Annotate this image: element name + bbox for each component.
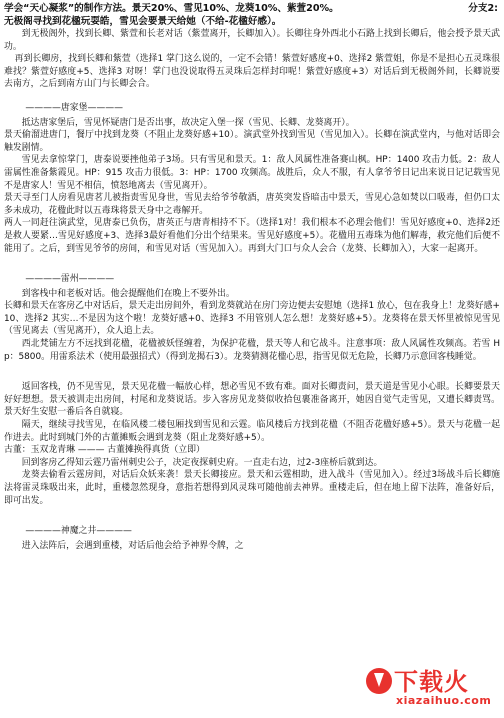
paragraph: 返回客栈，仍不见雪见，景天见花楹一幅放心样，想必雪见不致有难。面对长卿责问，景天道是雪见小心眼。长卿要景天好好想想。景天被训走出房间，村尾和龙葵说话。步入客房见龙葵似收拾包裹准备离开，她因自觉气走雪见，又遭长卿责骂。景天好生安慰一番后各自就寝。 (4, 382, 500, 418)
paragraph: 进入法阵后，会遇到重楼，对话后他会给予神界令牌，之 (21, 540, 244, 551)
paragraph: 到客栈中和老板对话。他会提醒他们在晚上不要外出。 (21, 288, 235, 299)
paragraph: 长卿和景天在客房乙中对话后，景天走出房间外，看到龙葵就站在房门旁边便去安慰她（选择1 放心，包在我身上！龙葵好感+10、选择2 其实…不是因为这个啦！龙葵好感+0、选择3 不用管别人怎么想！龙葵好感+5）。龙葵将在景天怀里被惊见雪见（雪见离去（雪见离开），众人追上去。 (4, 301, 500, 337)
paragraph: 抵达唐家堡后，雪见怀疑唐门是否出事，故决定入堡一探（雪见、长卿、龙葵离开）。 (21, 117, 355, 128)
paragraph: 隔天，继续寻找雪见，在临风楼二楼包厢找到雪见和云霆。临风楼后方找到花楹（不阻否花楹好感+5）。景天与花楹一起作进去。此时到城门外的古董摊贩会遇到龙葵（阻止龙葵好感+5）。 (4, 420, 500, 443)
antique-item: 古董：玉双龙青琳 (4, 445, 75, 456)
paragraph: 回到客房乙得知云霆乃雷州刺史公子，决定夜探刺史府。一直走右边，过2-3座桥后就到达。 (21, 457, 383, 468)
section-title-leizhou: ————雷州———— (25, 274, 115, 285)
antique-dash: ——— (77, 445, 105, 456)
paragraph: 两人一同赶往演武堂，见唐泰已负伤，唐英正与唐青相持不下。（选择1对！我们根本不必理会他们！雪见好感度+0、选择2还是救人要紧…雪见好感度+3、选择3最好看他们分出个结果来。雪见好感度+5）。花楹用五毒珠为他们解毒，救完他们后便不能用了。之后，到雪见爷爷的房间，和雪见对话（雪见加入）。再到大门口与众人会合（龙葵、长卿加入），大家一起离开。 (4, 218, 500, 254)
watermark-url: xiazaihuo.com (396, 694, 492, 707)
header-line-1 (4, 2, 500, 15)
watermark-logo (360, 658, 500, 716)
paragraph: 龙葵去偷看云霆房间，对话后众妖来袭！景天长卿接应。景天和云霆相助，进入战斗（雪见加入）。经过3场战斗后长卿施法将雷灵珠吸出来，此时，重楼忽然现身，意指若想得到风灵珠可随他前去神界。重楼走后，但在地上留下法阵，准备好后，即可出发。 (4, 470, 500, 506)
paragraph: 雪见去拿惊掌门，唐泰说要挫他弟子3场。只有雪见和景天。1：敌人风属性准备赛山枫。HP：1400 攻击力低。2：敌人雷属性准备紫霞见。HP：915 攻击力很低。3：HP：1700 攻频高。战胜后，众人不服，有人拿爷爷日记出来说日记记载雪见不是唐家人！雪见不相信，愤怒地离去（雪见离开）。 (4, 155, 500, 191)
paragraph: 到无极阁外，找到长卿、紫萱和长老对话（紫萱离开，长卿加入）。长卿往身外西北小石路上找到长卿后，他会授予景天武功。 (4, 29, 500, 52)
subhead-antique (4, 444, 500, 457)
section-title-tangjiabao: ————唐家堡———— (25, 102, 123, 113)
watermark-brand: 下载火 (394, 668, 469, 696)
fire-logo-icon (366, 668, 392, 694)
antique-note: 古董摊换得真货（立即） (107, 445, 205, 456)
document-page (4, 2, 500, 716)
section-title-shenmozhijing: ————神魔之井———— (25, 526, 132, 537)
header-line-2: 无极阁寻找到花楹玩耍皓，雪见会要景天给她（不给-花楹好感）。 (4, 16, 282, 27)
paragraph: 西北梵铺左方不远找到花楹，花楹被妖怪缠着，为保护花楹，景天等人和它战斗。注意事项：敌人风属性攻频高。若雪 Hp：5800。用雷系法术（使用最强招式）（得到龙揭石3）。龙葵猜测花楹心思，指雪见似无危险，长卿乃示意回客栈睡觉。 (4, 339, 500, 362)
header-note: 学会“天心凝浆”的制作方法。景天20%、雪见10%、龙葵10%、紫萱20%。 (4, 3, 339, 14)
header-branch-label: 分支2: (468, 3, 498, 14)
paragraph: 再到长卿房，找到长卿和紫萱（选择1 掌门这么说的，一定不会错！紫萱好感度+0、选择2 紫萱姐，你是不是担心五灵珠很难找？紫萱好感度+5、选择3 对呀！掌门也没说取得五灵珠后怎样封印呢！紫萱好感度+3）对话后到无极阁外间，长卿说要去南方，之后到南方山门与长卿会合。 (4, 54, 500, 90)
paragraph: 景天寻至门人房看见唐茗儿被指责雪见身世，雪见去给爷爷敬酒，唐英突发昏暗击中景天，雪见心急如焚以口吸毒，但仍口太多未成功，花楹此时以五毒珠将景天身中之毒解开。 (4, 193, 500, 216)
paragraph: 景天偷溜进唐门，餐厅中找到龙葵（不阻止龙葵好感+10）。演武堂外找到雪见（雪见加入）。长卿在演武堂内，与他对话即会触发剧情。 (4, 130, 500, 153)
